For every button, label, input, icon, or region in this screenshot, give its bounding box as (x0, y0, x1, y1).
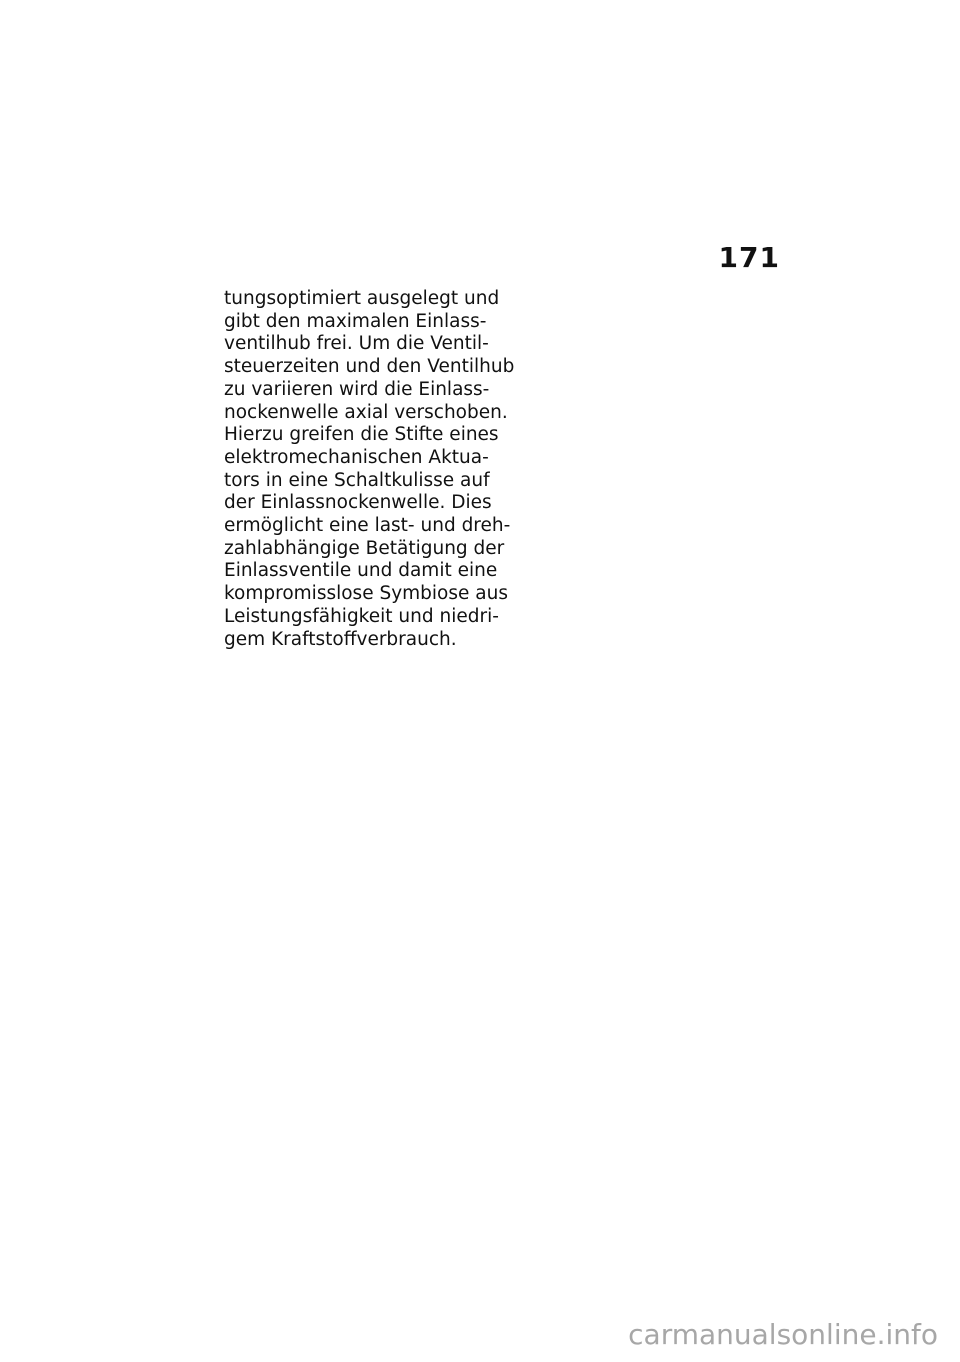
text-line: zu variieren wird die Einlass- (224, 378, 490, 400)
text-line: tors in eine Schaltkulisse auf (224, 469, 490, 491)
text-line: zahlabhängige Betätigung der (224, 537, 505, 559)
text-line: elektromechanischen Aktua- (224, 446, 489, 468)
text-line: der Einlassnockenwelle. Dies (224, 492, 492, 514)
text-line: Hierzu greifen die Stifte eines (224, 424, 499, 446)
text-line: nockenwelle axial verschoben. (224, 401, 508, 423)
text-line: tungsoptimiert ausgelegt und (224, 288, 500, 309)
text-line: Einlassventile und damit eine (224, 560, 498, 582)
text-line: ventilhub frei. Um die Ventil- (224, 333, 489, 355)
text-line: gibt den maximalen Einlass- (224, 310, 487, 332)
text-line: kompromisslose Symbiose aus (224, 583, 508, 605)
text-line: ermöglicht eine last- und dreh- (224, 515, 511, 537)
text-line: gem Kraftstoffverbrauch. (224, 628, 457, 650)
watermark-link[interactable]: carmanualsonline.info (628, 1318, 938, 1351)
body-paragraph (224, 288, 514, 651)
text-line: Leistungsfähigkeit und niedri- (224, 605, 499, 627)
text-line: steuerzeiten und den Ventilhub (224, 356, 515, 378)
page-number: 171 (718, 241, 780, 274)
